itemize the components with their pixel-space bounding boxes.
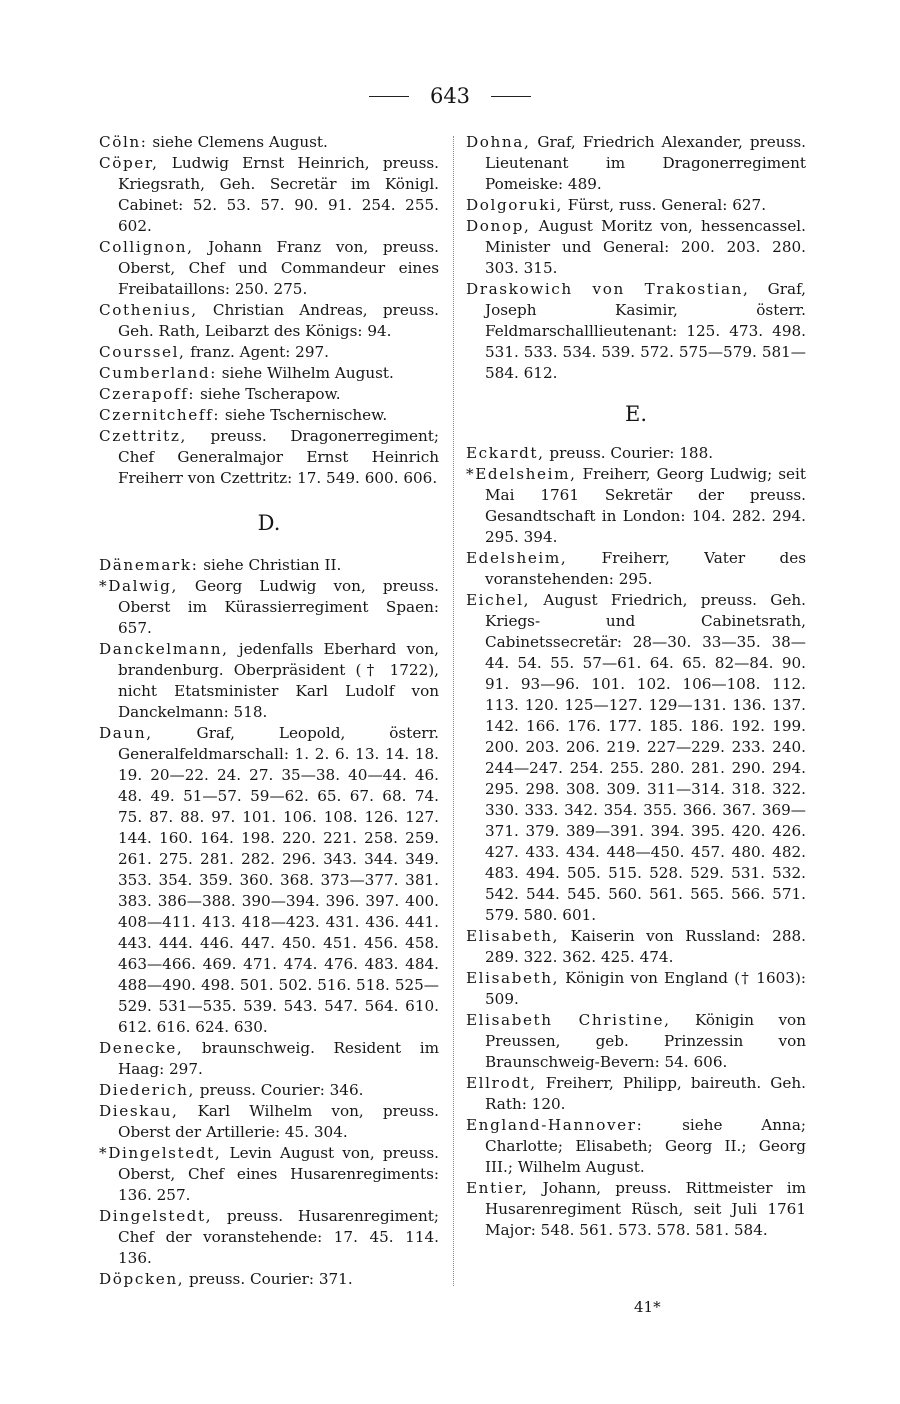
index-entry [466,216,806,279]
entry-text: Graf, Joseph Kasimir, österr. Feldmarschalllieutenant: 125. 473. 498. 531. 533. 534. 539. 572. 575—579. 581—584. 612. [485,280,807,382]
index-entry [99,639,439,723]
entry-headword: Donop, [466,217,531,235]
entry-text: Johann Franz von, preuss. Oberst, Chef und Commandeur eines Freibataillons: 250. 275. [118,238,439,298]
entry-text: Fürst, russ. General: 627. [562,196,767,214]
entry-text: Graf, Leopold, österr. Generalfeldmarschall: 1. 2. 6. 13. 14. 18. 19. 20—22. 24. 27. 35—38. 40—44. 46. 48. 49. 51—57. 59—62. 65. 67. 68. 74. 75. 87. 88. 97. 101. 106. 108. 126. 127. 144. 160. 164. 198. 220. 221. 258. 259. 261. 275. 281. 282. 296. 343. 344. 349. 353. 354. 359. 360. 368. 373—377. 381. 383. 386—388. 390—394. 396. 397. 400. 408—411. 413. 418—423. 431. 436. 441. 443. 444. 446. 447. 450. 451. 456. 458. 463—466. 469. 471. 474. 476. 483. 484. 488—490. 498. 501. 502. 516. 518. 525—529. 531—535. 539. 543. 547. 564. 610. 612. 616. 624. 630. [118,724,439,1036]
entry-text: Freiherr, Vater des voranstehenden: 295. [485,549,806,588]
index-entry [99,555,439,576]
index-entry [466,279,806,384]
index-entry [466,926,806,968]
index-entry [466,195,806,216]
entry-text: siehe Wilhelm August. [216,364,394,382]
entry-headword: Dänemark: [99,556,199,574]
entry-headword: *Dalwig, [99,577,178,595]
entry-headword: Czettritz, [99,427,187,445]
entry-headword: *Dingelstedt, [99,1144,222,1162]
entry-text: siehe Clemens August. [147,133,328,151]
entry-headword: Cothenius, [99,301,198,319]
entry-headword: Elisabeth Christine, [466,1011,671,1029]
index-entry [99,1206,439,1269]
section-heading-e: E. [624,402,647,426]
entry-headword: Denecke, [99,1039,184,1057]
entry-headword: Collignon, [99,238,194,256]
entry-text: Ludwig Ernst Heinrich, preuss. Kriegsrath, Geh. Secretär im Königl. Cabinet: 52. 53. 57. 90. 91. 254. 255. 602. [118,154,439,235]
entry-text: preuss. Courier: 346. [194,1081,364,1099]
entry-headword: Edelsheim, [466,549,568,567]
entry-headword: Entier, [466,1179,529,1197]
entries-c [99,132,439,489]
entry-headword: Czerapoff: [99,385,196,403]
entry-text: siehe Tscherapow. [195,385,341,403]
entry-headword: Draskowich von Trakostian, [466,280,750,298]
entry-text: Freiherr, Philipp, baireuth. Geh. Rath: 120. [485,1074,806,1113]
index-entry [99,153,439,237]
entry-text: Levin August von, preuss. Oberst, Chef eines Husarenregiments: 136. 257. [118,1144,439,1204]
entry-headword: Diederich, [99,1081,195,1099]
index-entry [99,132,439,153]
header-rule-left [369,96,409,97]
signature-mark: 41* [634,1298,661,1316]
index-entry [466,132,806,195]
entry-headword: Eckardt, [466,444,545,462]
index-entry [99,342,439,363]
entry-text: braunschweig. Resident im Haag: 297. [118,1039,439,1078]
entry-text: franz. Agent: 297. [185,343,329,361]
entry-headword: Ellrodt, [466,1074,537,1092]
entry-headword: *Edelsheim, [466,465,577,483]
index-entry [99,300,439,342]
entry-headword: Dohna, [466,133,531,151]
index-entry [99,363,439,384]
index-entry [99,576,439,639]
entry-headword: Cöper, [99,154,159,172]
index-entry [99,723,439,1038]
entry-headword: Dingelstedt, [99,1207,213,1225]
entry-text: Freiherr, Georg Ludwig; seit Mai 1761 Sekretär der preuss. Gesandtschaft in London: 104. 282. 294. 295. 394. [485,465,806,546]
entry-text: preuss. Courier: 371. [184,1270,353,1288]
index-entry [99,237,439,300]
column-divider [453,136,454,1286]
entry-text: August Moritz von, hessencassel. Minister und General: 200. 203. 280. 303. 315. [485,217,806,277]
entry-headword: Czernitcheff: [99,406,221,424]
index-entry [466,590,806,926]
index-entry [99,1080,439,1101]
page-header [0,84,900,108]
entry-text: jedenfalls Eberhard von, brandenburg. Oberpräsident († 1722), nicht Etatsminister Karl Ludolf von Danckelmann: 518. [118,640,439,721]
index-entry [466,1010,806,1073]
entry-headword: Cöln: [99,133,148,151]
entry-headword: Elisabeth, [466,927,560,945]
index-entry [99,1269,439,1290]
entry-headword: Dolgoruki, [466,196,563,214]
entry-headword: Döpcken, [99,1270,185,1288]
section-heading-d: D. [257,511,281,535]
entry-text: preuss. Dragonerregiment; Chef Generalmajor Ernst Heinrich Freiherr von Czettritz: 17. 549. 600. 606. [118,427,439,487]
entries-e [466,443,806,1241]
index-entry [99,1038,439,1080]
entry-text: preuss. Courier: 188. [544,444,714,462]
entry-headword: Courssel, [99,343,186,361]
entry-text: siehe Anna; Charlotte; Elisabeth; Georg II.; Georg III.; Wilhelm August. [485,1116,806,1176]
index-entry [466,1178,806,1241]
page-number: 643 [429,84,471,108]
entries-d-left [99,555,439,1290]
index-entry [466,1073,806,1115]
left-column [99,132,439,1290]
index-entry [99,1101,439,1143]
entry-text: Kaiserin von Russland: 288. 289. 322. 362. 425. 474. [485,927,806,966]
index-entry [466,464,806,548]
entry-text: Johann, preuss. Rittmeister im Husarenregiment Rüsch, seit Juli 1761 Major: 548. 561. 573. 578. 581. 584. [485,1179,806,1239]
entry-headword: Eichel, [466,591,531,609]
index-entry [466,968,806,1010]
index-entry [99,1143,439,1206]
entry-text: August Friedrich, preuss. Geh. Kriegs- und Cabinetsrath, Cabinetssecretär: 28—30. 33—35. 38—44. 54. 55. 57—61. 64. 65. 82—84. 90. 91. 93—96. 101. 102. 106—108. 112. 113. 120. 125—127. 129—131. 136. 137. 142. 166. 176. 177. 185. 186. 192. 199. 200. 203. 206. 219. 227—229. 233. 240. 244—247. 254. 255. 280. 281. 290. 294. 295. 298. 308. 309. 311—314. 318. 322. 330. 333. 342. 354. 355. 366. 367. 369—371. 379. 389—391. 394. 395. 420. 426. 427. 433. 434. 448—450. 457. 480. 482. 483. 494. 505. 515. 528. 529. 531. 532. 542. 544. 545. 560. 561. 565. 566. 571. 579. 580. 601. [485,591,806,924]
entry-headword: Elisabeth, [466,969,560,987]
entry-text: siehe Tschernischew. [220,406,388,424]
index-entry [466,548,806,590]
entry-headword: Daun, [99,724,153,742]
entries-d-right [466,132,806,384]
index-entry [99,426,439,489]
entry-text: Königin von England († 1603): 509. [485,969,806,1008]
index-entry [99,384,439,405]
entry-headword: Dieskau, [99,1102,179,1120]
entry-text: Christian Andreas, preuss. Geh. Rath, Leibarzt des Königs: 94. [118,301,439,340]
entry-text: preuss. Husarenregiment; Chef der voranstehende: 17. 45. 114. 136. [118,1207,439,1267]
entry-headword: Danckelmann, [99,640,229,658]
entry-headword: Cumberland: [99,364,217,382]
index-entry [466,443,806,464]
entry-text: Graf, Friedrich Alexander, preuss. Lieutenant im Dragonerregiment Pomeiske: 489. [485,133,806,193]
index-entry [466,1115,806,1178]
index-entry [99,405,439,426]
entry-headword: England-Hannover: [466,1116,644,1134]
header-rule-right [491,96,531,97]
entry-text: Karl Wilhelm von, preuss. Oberst der Artillerie: 45. 304. [118,1102,439,1141]
entry-text: Georg Ludwig von, preuss. Oberst im Kürassierregiment Spaen: 657. [118,577,439,637]
entry-text: siehe Christian II. [198,556,342,574]
entry-text: Königin von Preussen, geb. Prinzessin von Braunschweig-Bevern: 54. 606. [485,1011,806,1071]
right-column [466,132,806,1241]
